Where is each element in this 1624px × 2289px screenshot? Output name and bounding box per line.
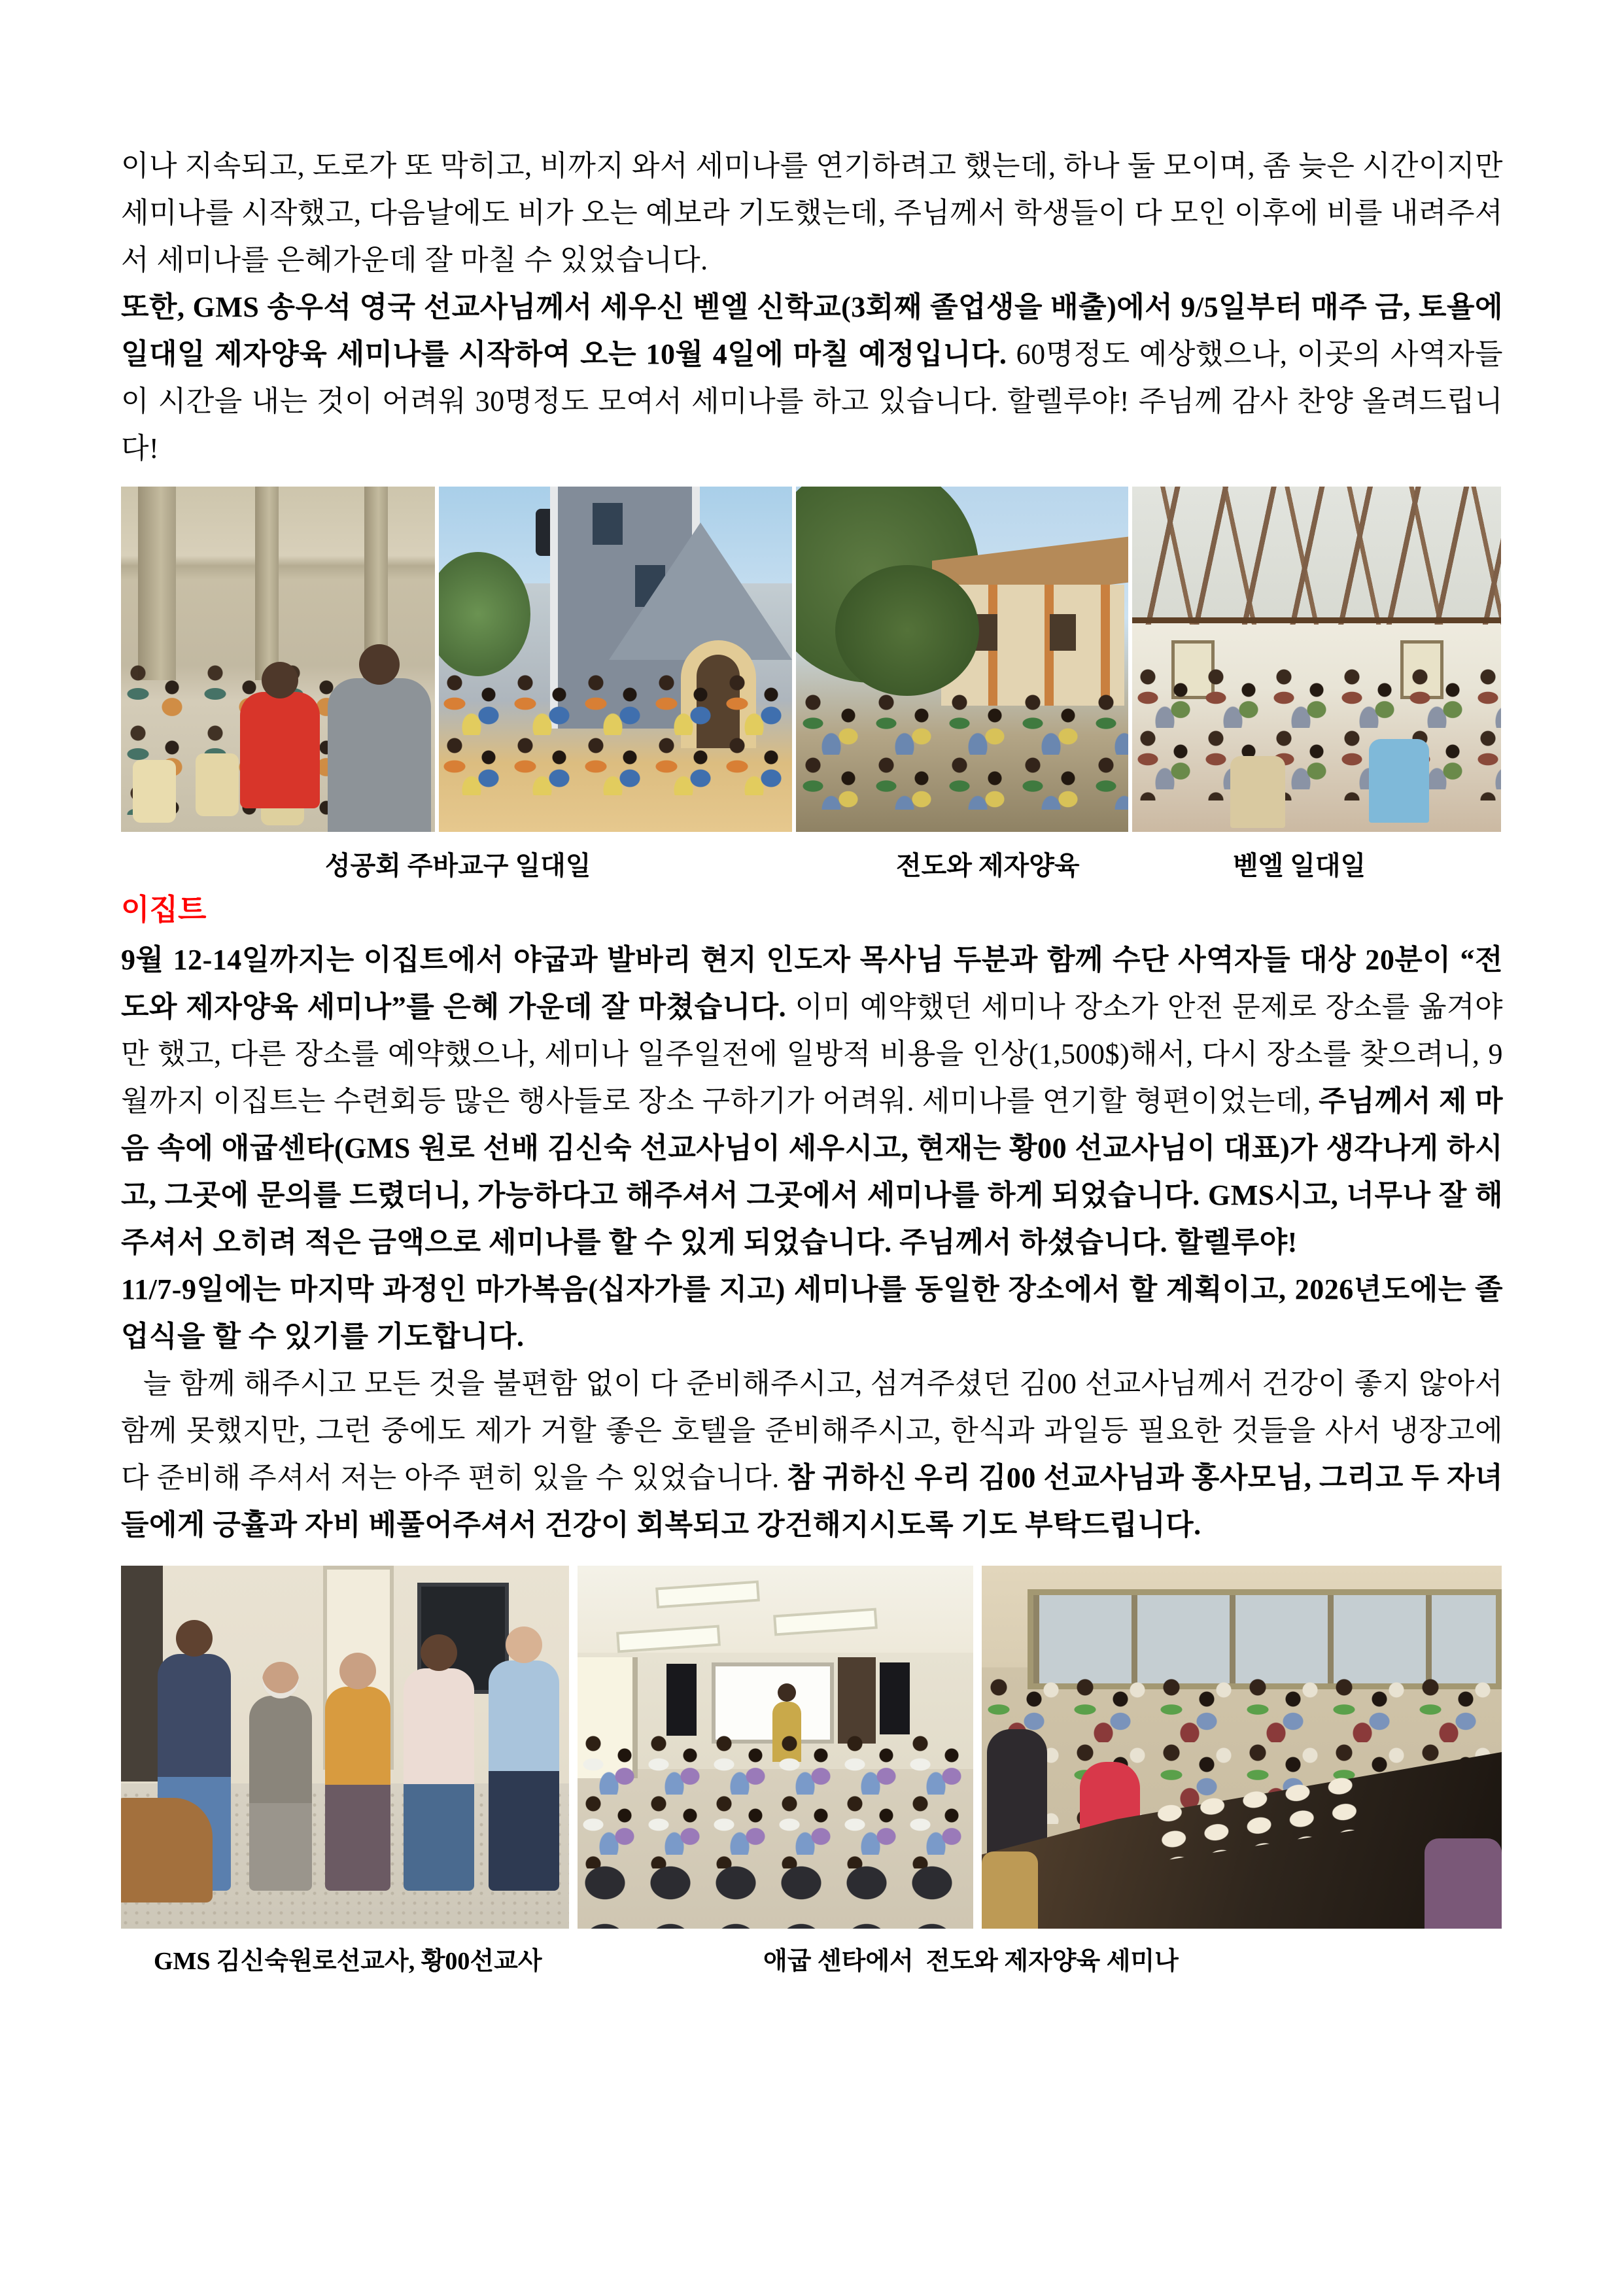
photo-row-egypt (121, 1566, 1503, 1929)
photo-egypt-center-dining-group (982, 1566, 1502, 1929)
paragraph-sudan-rain-text: 이나 지속되고, 도로가 또 막히고, 비까지 와서 세미나를 연기하려고 했는데, 하나 둘 모이며, 좀 늦은 시간이지만 세미나를 시작했고, 다음날에도 비가 오는 예보라 기도했는데, 주님께서 학생들이 다 모인 이후에 비를 내려주셔서 세미나를 은혜가운데 잘 마칠 수 있었습니다. (121, 150, 1503, 276)
paragraph-egypt-seminar-bold2: 주님께서 제 마음 속에 애굽센타(GMS 원로 선배 김신숙 선교사님이 세우시고, 현재는 황00 선교사님이 대표)가 생각나게 하시고, 그곳에 문의를 드렸더니, 가능하다고 해주셔서 그곳에서 세미나를 하게 되었습니다. GMS시고, 너무나 잘 해주셔서 오히려 적은 금액으로 세미나를 할 수 있게 되었습니다. 주님께서 하셨습니다. 할렐루야! (121, 1085, 1503, 1258)
paragraph-bethel-seminary-bold: 또한, GMS 송우석 영국 선교사님께서 세우신 벧엘 신학교(3회째 졸업생을 배출)에서 9/5일부터 매주 금, 토욜에 일대일 제자양육 세미나를 시작하여 오는 10월 4일에 마칠 예정입니다. (121, 291, 1503, 370)
dark-doorway (121, 1566, 163, 1781)
tan-chair (982, 1851, 1038, 1929)
house-window (1050, 614, 1076, 651)
caption-evangelism: 전도와 제자양육 (896, 851, 1080, 880)
person-blue-shirt (489, 1661, 559, 1891)
paragraph-egypt-seminar-regular: 이미 예약했던 세미나 장소가 안전 문제로 장소를 옮겨야만 했고, 다른 장소를 예약했으나, 세미나 일주일전에 일방적 비용을 인상(1,500$)해서, 다시 장소를 찾으려니, 9월까지 이집트는 수련회등 많은 행사들로 장소 구하기가 어려워. 세미나를 연기할 형편이었는데, (121, 991, 1503, 1117)
photo-row-sudan (121, 487, 1503, 832)
window-band (1028, 1589, 1502, 1689)
photo-juba-porch-seminar (121, 487, 435, 832)
roof-trusses (1132, 487, 1501, 625)
speaker (880, 1662, 910, 1734)
caption-juba: 성공회 주바교구 일대일 (325, 851, 591, 880)
paragraph-mark-gospel-plan-bold: 11/7-9일에는 마지막 과정인 마가복음(십자가를 지고) 세미나를 동일한 장소에서 할 계획이고, 2026년도에는 졸업식을 할 수 있기를 기도합니다. (121, 1273, 1503, 1352)
photo-egypt-center-classroom (578, 1566, 973, 1929)
paragraph-bethel-seminary-regular: 60명정도 예상했으나, 이곳의 사역자들이 시간을 내는 것이 어려워 30명정도 모여서 세미나를 하고 있습니다. 할렐루야! 주님께 감사 찬양 올려드립니다! (121, 338, 1503, 464)
caption-bethel: 벧엘 일대일 (1233, 851, 1366, 880)
ceiling-light (655, 1581, 760, 1609)
group-crowd (439, 672, 792, 795)
paragraph-egypt-seminar (121, 937, 1503, 1266)
paragraph-kim-missionary-regular: 늘 함께 해주시고 모든 것을 불편함 없이 다 준비해주시고, 섬겨주셨던 김00 선교사님께서 건강이 좋지 않아서 함께 못했지만, 그런 중에도 제가 거할 좋은 호텔을 준비해주시고, 한식과 과일등 필요한 것들을 사서 냉장고에 다 준비해 주셔서 저는 아주 편히 있을 수 있었습니다. (121, 1368, 1503, 1494)
person-mustard-top (325, 1687, 390, 1891)
speaker (666, 1664, 697, 1736)
top-margin (121, 0, 1503, 143)
paragraph-kim-missionary-bold: 참 귀하신 우리 김00 선교사님과 홍사모님, 그리고 두 자녀들에게 긍휼과 자비 베풀어주셔서 건강이 회복되고 강건해지시도록 기도 부탁드립니다. (121, 1462, 1503, 1541)
caption-row-sudan (121, 832, 1503, 887)
group-crowd (796, 692, 1128, 810)
person-red-shirt (240, 692, 320, 808)
tree-foliage (835, 565, 979, 696)
caption-egypt-center: 애굽 센타에서 전도와 제자양육 세미나 (763, 1948, 1179, 1975)
roof-beam (1132, 617, 1501, 623)
blue-chair (1369, 739, 1429, 823)
church-window (593, 503, 623, 545)
person-gray-shirt (328, 678, 431, 832)
porch-pillar (138, 487, 176, 680)
caption-gms-missionaries: GMS 김신숙원로선교사, 황00선교사 (154, 1948, 542, 1975)
paragraph-bethel-seminary (121, 284, 1503, 472)
paragraph-egypt-seminar-bold1: 9월 12-14일까지는 이집트에서 야굽과 발바리 현지 인도자 목사님 두분과 함께 수단 사역자들 대상 20분이 “전도와 제자양육 세미나”를 은혜 가운데 잘 마쳤습니다. (121, 944, 1503, 1023)
person-gray-blouse (249, 1696, 312, 1891)
ceiling-light (616, 1625, 721, 1653)
purple-chair (1425, 1838, 1502, 1929)
paragraph-mark-gospel-plan (121, 1266, 1503, 1360)
photo-gms-missionaries-group (121, 1566, 569, 1929)
photo-bethel-church-group (439, 487, 792, 832)
seated-crowd (1132, 666, 1501, 800)
caption-row-egypt (121, 1929, 1503, 1981)
section-heading-egypt: 이집트 (121, 893, 207, 926)
wooden-chair-desk (121, 1798, 213, 1902)
dark-poster (838, 1657, 876, 1744)
page-content (121, 0, 1503, 2289)
paragraph-kim-missionary (121, 1360, 1503, 1549)
plastic-chairs (133, 760, 176, 823)
tan-chair (1230, 756, 1285, 828)
seated-audience (578, 1734, 973, 1868)
porch-pillar (255, 487, 279, 680)
person-pink-shirt (404, 1668, 474, 1891)
photo-evangelism-house-group (796, 487, 1128, 832)
palm-tree (439, 552, 530, 676)
paragraph-sudan-rain (121, 143, 1503, 284)
office-chairs (578, 1857, 973, 1929)
photo-bethel-hall-seminar (1132, 487, 1501, 832)
ceiling-light (773, 1608, 878, 1636)
